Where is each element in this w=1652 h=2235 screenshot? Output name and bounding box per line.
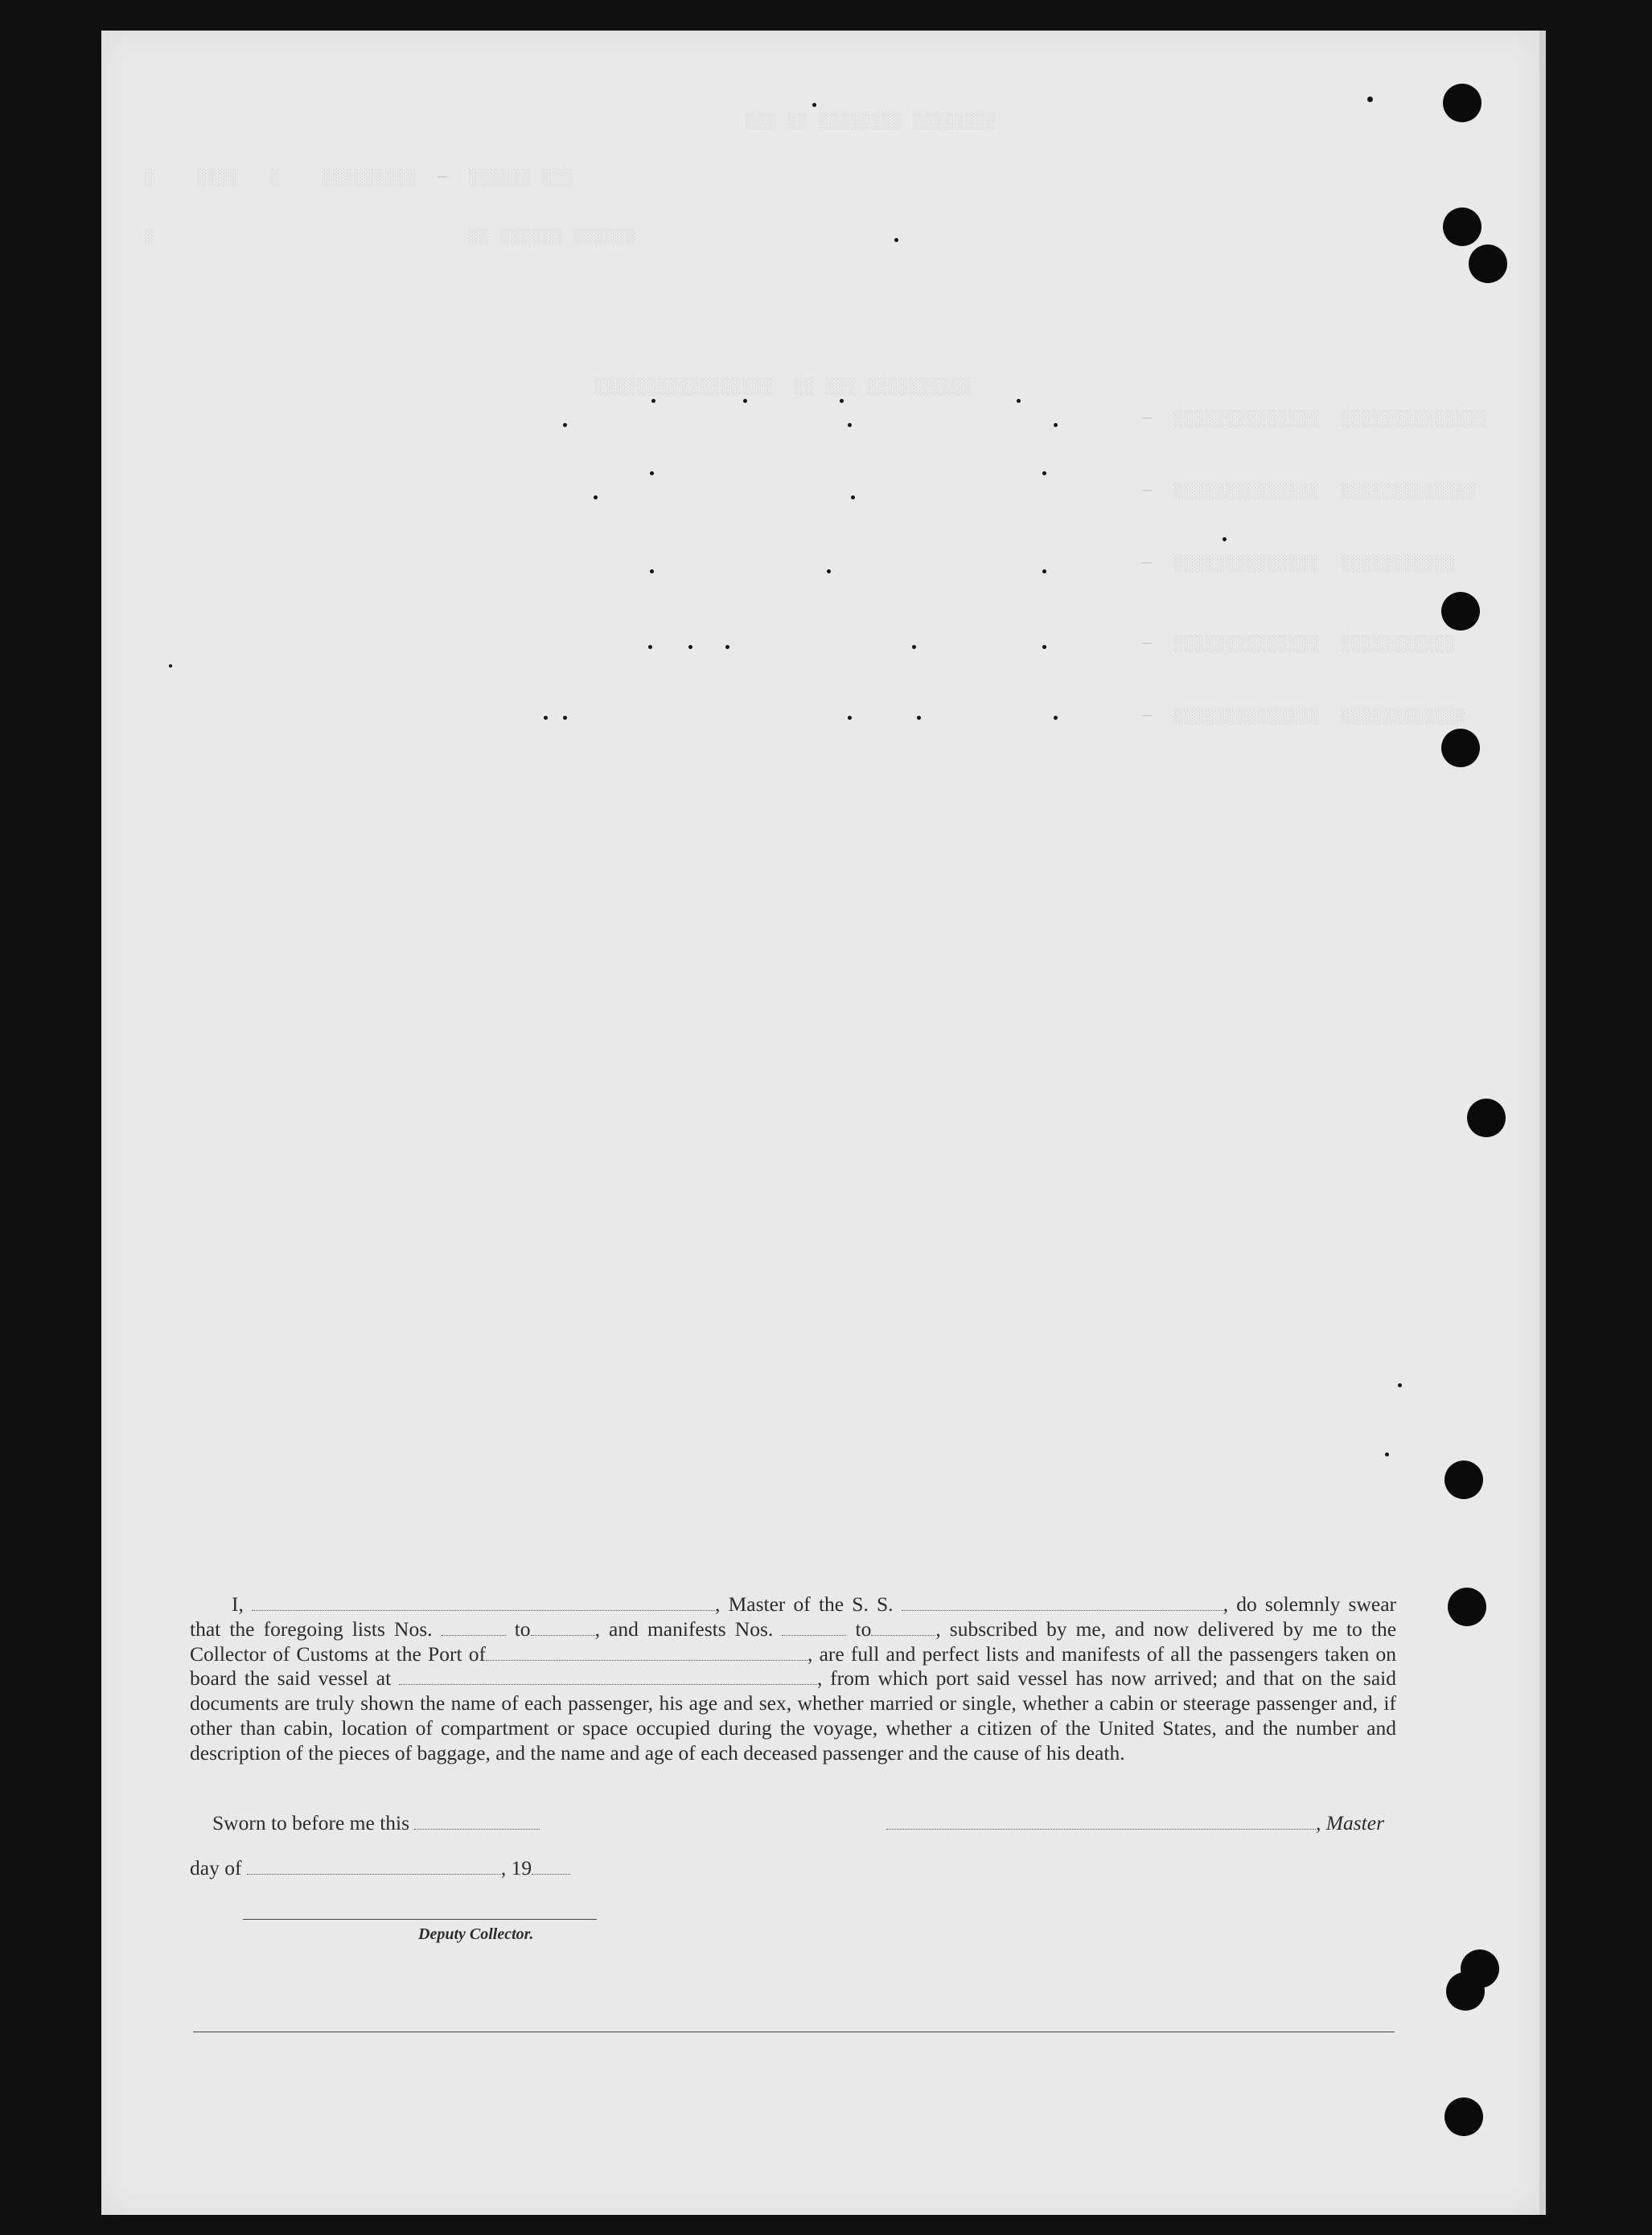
- ink-speck: [563, 423, 567, 427]
- sworn-label: Sworn to before me this: [212, 1811, 410, 1834]
- ink-speck: [743, 399, 747, 403]
- ink-speck: [840, 399, 844, 403]
- master-signature-line: [886, 1811, 1384, 1835]
- month-blank: [247, 1873, 501, 1875]
- ink-speck: [848, 423, 852, 427]
- ink-speck: [912, 645, 916, 649]
- page-edge: [1539, 31, 1546, 2215]
- port-of-departure-blank: [399, 1683, 817, 1685]
- punch-hole: [1443, 207, 1481, 246]
- oath-text-swear: , do solemnly swear that the foregoing lists Nos.: [190, 1592, 1397, 1641]
- bleed-through-text: ─ ░░░░░░░░░░░░░░ ░░░░░░░░░░░: [1142, 555, 1457, 573]
- ink-speck: [169, 664, 172, 668]
- oath-text-manifests: , and manifests Nos.: [594, 1617, 774, 1641]
- bleed-through-text: ─ ░░░░░░░░░░░░░░ ░░░░░░░░░░░: [1142, 635, 1457, 654]
- ink-speck: [650, 471, 654, 475]
- ink-speck: [1054, 423, 1058, 427]
- ink-speck: [648, 645, 652, 649]
- oath-text-vessel-at: , are full and perfect lists and manifests of all the passengers taken on board the said vessel at: [190, 1641, 1396, 1691]
- oath-text-port: , subscribed by me, and now delivered by me to the Collector of Customs at the Port of: [190, 1617, 1397, 1666]
- oath-text-master-ss: , Master of the S. S.: [715, 1592, 894, 1616]
- master-name-blank: [252, 1609, 715, 1611]
- punch-hole: [1444, 1461, 1483, 1499]
- oath-text-i: I,: [232, 1592, 244, 1616]
- punch-hole: [1441, 592, 1480, 631]
- ink-speck: [827, 569, 831, 573]
- ink-speck: [1042, 569, 1046, 573]
- ink-speck: [1042, 471, 1046, 475]
- punch-hole: [1446, 1972, 1485, 2011]
- ink-speck: [651, 399, 655, 403]
- ink-speck: [1042, 645, 1046, 649]
- sworn-day-blank: [414, 1828, 540, 1830]
- manifests-from-blank: [782, 1634, 846, 1636]
- ink-speck: [894, 238, 898, 242]
- master-label: , Master: [1316, 1811, 1384, 1834]
- day-of-label: day of: [190, 1856, 242, 1880]
- bleed-through-text: ─ ░░░░░░░░░░░░░░ ░░░░░░░░░░░░: [1142, 708, 1467, 726]
- sworn-line: [212, 1811, 540, 1835]
- lists-to-blank: [531, 1634, 595, 1636]
- ink-speck: [1398, 1383, 1402, 1387]
- bleed-through-text: ░░░ ░░ ░░░░░░░░ ░░░░░░░░: [338, 113, 997, 131]
- ink-speck: [594, 495, 598, 499]
- punch-hole: [1441, 729, 1480, 767]
- oath-text-to-2: to: [855, 1617, 872, 1641]
- deputy-signature-line: [243, 1919, 597, 1920]
- manifests-to-blank: [871, 1634, 935, 1636]
- ink-speck: [688, 645, 692, 649]
- punch-hole: [1448, 1588, 1486, 1626]
- bleed-through-text: ░ ░░ ░░░░░░ ░░░░░░: [145, 229, 637, 248]
- deputy-collector-label: Deputy Collector.: [418, 1925, 534, 1943]
- year-blank: [532, 1873, 570, 1875]
- bleed-through-text: ─ ░░░░░░░░░░░░░░ ░░░░░░░░░░░░░░: [1142, 410, 1488, 429]
- punch-hole: [1467, 1099, 1506, 1137]
- punch-hole: [1469, 244, 1507, 283]
- ink-speck: [812, 103, 816, 107]
- oath-paragraph: [190, 1592, 1396, 1766]
- ink-speck: [1367, 97, 1373, 102]
- ship-name-blank: [902, 1609, 1223, 1611]
- year-label: , 19: [500, 1856, 532, 1880]
- bleed-through-text: ░ ░░░░ ░ ░░░░░░░░░ ─ ░░░░░░ ░░░: [145, 169, 574, 187]
- bleed-through-text: ─ ░░░░░░░░░░░░░░ ░░░░░░░░░░░░░: [1142, 483, 1477, 501]
- punch-hole: [1443, 84, 1481, 122]
- document-page: [101, 31, 1539, 2215]
- ink-speck: [851, 495, 855, 499]
- bleed-through-text: ░░░░░░░░░░░░░░░░░ ░░ ░░░ ░░░░░░░░░░: [595, 378, 972, 396]
- ink-speck: [1017, 399, 1021, 403]
- oath-text-body: , from which port said vessel has now arrived; and that on the said documents are truly shown the name of each passenger, his age and sex, whether married or single, whether a cabin or steerage passenger and, if other than cabin, location of compartment or space occupied during the voyage, whether a citizen of the United States, and the number and description of the pieces of baggage, and the name and age of each deceased passenger and the cause of his death.: [190, 1666, 1397, 1765]
- ink-speck: [544, 716, 548, 720]
- lists-from-blank: [442, 1634, 506, 1636]
- ink-speck: [563, 716, 567, 720]
- ink-speck: [848, 716, 852, 720]
- ink-speck: [1223, 537, 1227, 541]
- ink-speck: [917, 716, 921, 720]
- ink-speck: [650, 569, 654, 573]
- day-of-line: [190, 1856, 570, 1880]
- ink-speck: [725, 645, 729, 649]
- ink-speck: [1054, 716, 1058, 720]
- master-signature-blank: [886, 1828, 1316, 1830]
- punch-hole: [1444, 2097, 1483, 2136]
- oath-text-to-1: to: [514, 1617, 531, 1641]
- ink-speck: [1385, 1452, 1389, 1456]
- port-of-arrival-blank: [486, 1659, 808, 1661]
